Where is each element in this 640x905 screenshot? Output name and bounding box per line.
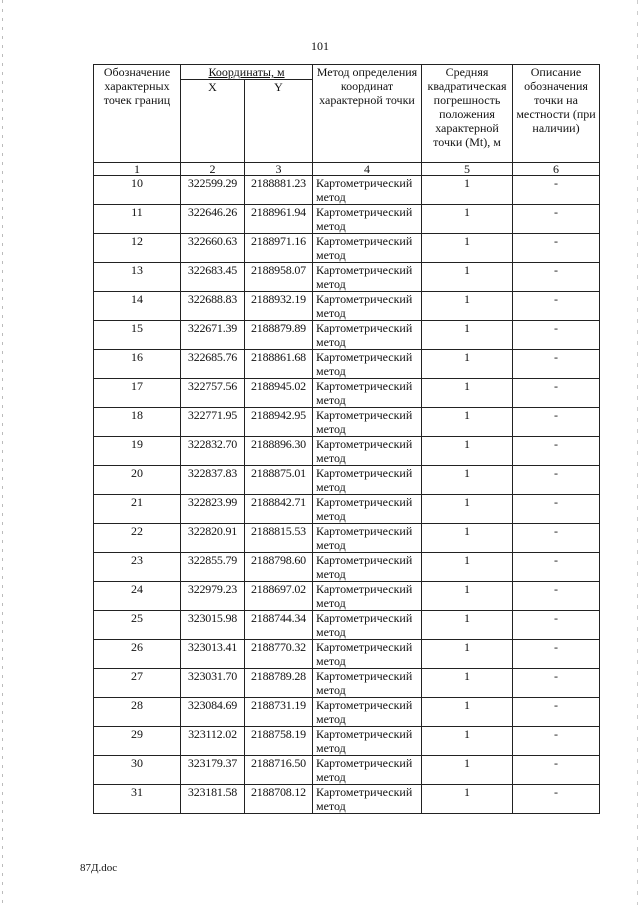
method-cell: Картометрический метод bbox=[313, 408, 422, 437]
x-coordinate-cell: 322823.99 bbox=[181, 495, 245, 524]
description-cell: - bbox=[513, 698, 600, 727]
table-row bbox=[94, 350, 600, 379]
error-cell: 1 bbox=[422, 553, 513, 582]
table-row bbox=[94, 611, 600, 640]
table-row bbox=[94, 321, 600, 350]
header-coordinates bbox=[181, 65, 313, 80]
table-row bbox=[94, 727, 600, 756]
y-coordinate-cell: 2188716.50 bbox=[245, 756, 313, 785]
x-coordinate-cell: 322832.70 bbox=[181, 437, 245, 466]
method-cell: Картометрический метод bbox=[313, 611, 422, 640]
header-error: Средняя квадратическая погрешность положения характерной точки (Mt), м bbox=[422, 65, 513, 163]
y-coordinate-cell: 2188881.23 bbox=[245, 176, 313, 205]
x-coordinate-cell: 323084.69 bbox=[181, 698, 245, 727]
table-row bbox=[94, 466, 600, 495]
method-cell: Картометрический метод bbox=[313, 205, 422, 234]
table-row bbox=[94, 263, 600, 292]
y-coordinate-cell: 2188875.01 bbox=[245, 466, 313, 495]
scan-edge-right bbox=[637, 0, 638, 905]
x-coordinate-cell: 323181.58 bbox=[181, 785, 245, 814]
method-cell: Картометрический метод bbox=[313, 437, 422, 466]
error-cell: 1 bbox=[422, 205, 513, 234]
x-coordinate-cell: 323013.41 bbox=[181, 640, 245, 669]
y-coordinate-cell: 2188744.34 bbox=[245, 611, 313, 640]
point-id-cell: 28 bbox=[94, 698, 181, 727]
description-cell: - bbox=[513, 263, 600, 292]
table-body bbox=[94, 176, 600, 814]
x-coordinate-cell: 322979.23 bbox=[181, 582, 245, 611]
table-row bbox=[94, 582, 600, 611]
point-id-cell: 17 bbox=[94, 379, 181, 408]
method-cell: Картометрический метод bbox=[313, 698, 422, 727]
column-number: 1 bbox=[94, 163, 181, 176]
description-cell: - bbox=[513, 234, 600, 263]
y-coordinate-cell: 2188971.16 bbox=[245, 234, 313, 263]
x-coordinate-cell: 323015.98 bbox=[181, 611, 245, 640]
y-coordinate-cell: 2188958.07 bbox=[245, 263, 313, 292]
method-cell: Картометрический метод bbox=[313, 263, 422, 292]
method-cell: Картометрический метод bbox=[313, 495, 422, 524]
point-id-cell: 29 bbox=[94, 727, 181, 756]
y-coordinate-cell: 2188961.94 bbox=[245, 205, 313, 234]
table-row bbox=[94, 698, 600, 727]
method-cell: Картометрический метод bbox=[313, 756, 422, 785]
method-cell: Картометрический метод bbox=[313, 350, 422, 379]
error-cell: 1 bbox=[422, 408, 513, 437]
table-row bbox=[94, 379, 600, 408]
y-coordinate-cell: 2188842.71 bbox=[245, 495, 313, 524]
point-id-cell: 30 bbox=[94, 756, 181, 785]
y-coordinate-cell: 2188896.30 bbox=[245, 437, 313, 466]
error-cell: 1 bbox=[422, 785, 513, 814]
method-cell: Картометрический метод bbox=[313, 379, 422, 408]
table-row bbox=[94, 408, 600, 437]
error-cell: 1 bbox=[422, 466, 513, 495]
header-coordinates-label: Координаты, м bbox=[208, 65, 285, 79]
table-row bbox=[94, 234, 600, 263]
description-cell: - bbox=[513, 176, 600, 205]
page-number: 101 bbox=[311, 39, 329, 53]
description-cell: - bbox=[513, 669, 600, 698]
error-cell: 1 bbox=[422, 524, 513, 553]
description-cell: - bbox=[513, 640, 600, 669]
point-id-cell: 20 bbox=[94, 466, 181, 495]
error-cell: 1 bbox=[422, 437, 513, 466]
point-id-cell: 10 bbox=[94, 176, 181, 205]
x-coordinate-cell: 323179.37 bbox=[181, 756, 245, 785]
header-description: Описание обозначения точки на местности (при наличии) bbox=[513, 65, 600, 163]
description-cell: - bbox=[513, 379, 600, 408]
point-id-cell: 15 bbox=[94, 321, 181, 350]
method-cell: Картометрический метод bbox=[313, 176, 422, 205]
y-coordinate-cell: 2188879.89 bbox=[245, 321, 313, 350]
x-coordinate-cell: 322771.95 bbox=[181, 408, 245, 437]
error-cell: 1 bbox=[422, 234, 513, 263]
y-coordinate-cell: 2188789.28 bbox=[245, 669, 313, 698]
method-cell: Картометрический метод bbox=[313, 466, 422, 495]
point-id-cell: 12 bbox=[94, 234, 181, 263]
scan-edge-left bbox=[2, 0, 3, 905]
table-row bbox=[94, 669, 600, 698]
method-cell: Картометрический метод bbox=[313, 785, 422, 814]
table-row bbox=[94, 205, 600, 234]
description-cell: - bbox=[513, 785, 600, 814]
table-row bbox=[94, 524, 600, 553]
column-number: 2 bbox=[181, 163, 245, 176]
point-id-cell: 21 bbox=[94, 495, 181, 524]
point-id-cell: 24 bbox=[94, 582, 181, 611]
table-row bbox=[94, 553, 600, 582]
description-cell: - bbox=[513, 727, 600, 756]
point-id-cell: 18 bbox=[94, 408, 181, 437]
column-number: 3 bbox=[245, 163, 313, 176]
footer-filename: 87Д.doc bbox=[80, 862, 118, 874]
error-cell: 1 bbox=[422, 756, 513, 785]
method-cell: Картометрический метод bbox=[313, 640, 422, 669]
description-cell: - bbox=[513, 292, 600, 321]
y-coordinate-cell: 2188731.19 bbox=[245, 698, 313, 727]
method-cell: Картометрический метод bbox=[313, 234, 422, 263]
y-coordinate-cell: 2188932.19 bbox=[245, 292, 313, 321]
error-cell: 1 bbox=[422, 640, 513, 669]
error-cell: 1 bbox=[422, 611, 513, 640]
method-cell: Картометрический метод bbox=[313, 292, 422, 321]
method-cell: Картометрический метод bbox=[313, 727, 422, 756]
y-coordinate-cell: 2188798.60 bbox=[245, 553, 313, 582]
x-coordinate-cell: 322685.76 bbox=[181, 350, 245, 379]
table-row bbox=[94, 292, 600, 321]
x-coordinate-cell: 322855.79 bbox=[181, 553, 245, 582]
error-cell: 1 bbox=[422, 379, 513, 408]
table-row bbox=[94, 495, 600, 524]
description-cell: - bbox=[513, 582, 600, 611]
y-coordinate-cell: 2188942.95 bbox=[245, 408, 313, 437]
x-coordinate-cell: 322671.39 bbox=[181, 321, 245, 350]
coordinates-table bbox=[93, 64, 600, 814]
method-cell: Картометрический метод bbox=[313, 669, 422, 698]
table-row bbox=[94, 437, 600, 466]
y-coordinate-cell: 2188697.02 bbox=[245, 582, 313, 611]
table-row bbox=[94, 785, 600, 814]
error-cell: 1 bbox=[422, 727, 513, 756]
description-cell: - bbox=[513, 437, 600, 466]
description-cell: - bbox=[513, 553, 600, 582]
y-coordinate-cell: 2188758.19 bbox=[245, 727, 313, 756]
point-id-cell: 14 bbox=[94, 292, 181, 321]
description-cell: - bbox=[513, 756, 600, 785]
column-number-row bbox=[94, 163, 600, 176]
x-coordinate-cell: 322646.26 bbox=[181, 205, 245, 234]
error-cell: 1 bbox=[422, 176, 513, 205]
point-id-cell: 31 bbox=[94, 785, 181, 814]
error-cell: 1 bbox=[422, 321, 513, 350]
error-cell: 1 bbox=[422, 263, 513, 292]
point-id-cell: 27 bbox=[94, 669, 181, 698]
x-coordinate-cell: 322660.63 bbox=[181, 234, 245, 263]
point-id-cell: 19 bbox=[94, 437, 181, 466]
description-cell: - bbox=[513, 495, 600, 524]
header-x: X bbox=[181, 80, 245, 163]
point-id-cell: 11 bbox=[94, 205, 181, 234]
error-cell: 1 bbox=[422, 669, 513, 698]
column-number: 5 bbox=[422, 163, 513, 176]
y-coordinate-cell: 2188861.68 bbox=[245, 350, 313, 379]
header-method: Метод определения координат характерной точки bbox=[313, 65, 422, 163]
y-coordinate-cell: 2188770.32 bbox=[245, 640, 313, 669]
table-row bbox=[94, 176, 600, 205]
error-cell: 1 bbox=[422, 350, 513, 379]
point-id-cell: 22 bbox=[94, 524, 181, 553]
x-coordinate-cell: 323112.02 bbox=[181, 727, 245, 756]
method-cell: Картометрический метод bbox=[313, 582, 422, 611]
table-row bbox=[94, 756, 600, 785]
method-cell: Картометрический метод bbox=[313, 321, 422, 350]
description-cell: - bbox=[513, 205, 600, 234]
x-coordinate-cell: 322688.83 bbox=[181, 292, 245, 321]
y-coordinate-cell: 2188945.02 bbox=[245, 379, 313, 408]
point-id-cell: 16 bbox=[94, 350, 181, 379]
header-point: Обозначение характерных точек границ bbox=[94, 65, 181, 163]
column-number: 6 bbox=[513, 163, 600, 176]
header-y: Y bbox=[245, 80, 313, 163]
error-cell: 1 bbox=[422, 582, 513, 611]
method-cell: Картометрический метод bbox=[313, 524, 422, 553]
column-number: 4 bbox=[313, 163, 422, 176]
x-coordinate-cell: 322757.56 bbox=[181, 379, 245, 408]
x-coordinate-cell: 322683.45 bbox=[181, 263, 245, 292]
description-cell: - bbox=[513, 611, 600, 640]
method-cell: Картометрический метод bbox=[313, 553, 422, 582]
description-cell: - bbox=[513, 408, 600, 437]
point-id-cell: 25 bbox=[94, 611, 181, 640]
table-row bbox=[94, 640, 600, 669]
y-coordinate-cell: 2188708.12 bbox=[245, 785, 313, 814]
description-cell: - bbox=[513, 350, 600, 379]
x-coordinate-cell: 322599.29 bbox=[181, 176, 245, 205]
point-id-cell: 23 bbox=[94, 553, 181, 582]
description-cell: - bbox=[513, 321, 600, 350]
description-cell: - bbox=[513, 466, 600, 495]
point-id-cell: 26 bbox=[94, 640, 181, 669]
x-coordinate-cell: 322837.83 bbox=[181, 466, 245, 495]
error-cell: 1 bbox=[422, 698, 513, 727]
error-cell: 1 bbox=[422, 292, 513, 321]
point-id-cell: 13 bbox=[94, 263, 181, 292]
x-coordinate-cell: 322820.91 bbox=[181, 524, 245, 553]
description-cell: - bbox=[513, 524, 600, 553]
x-coordinate-cell: 323031.70 bbox=[181, 669, 245, 698]
error-cell: 1 bbox=[422, 495, 513, 524]
y-coordinate-cell: 2188815.53 bbox=[245, 524, 313, 553]
